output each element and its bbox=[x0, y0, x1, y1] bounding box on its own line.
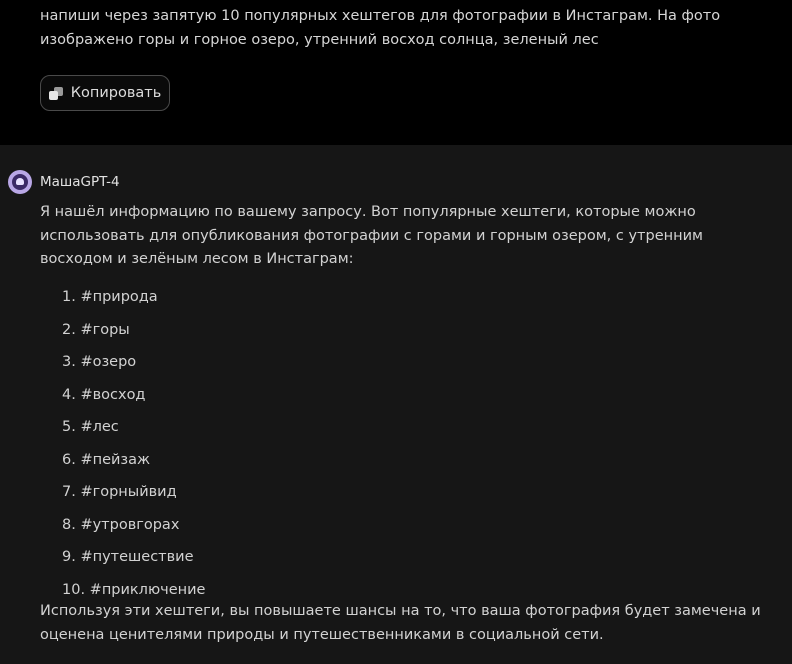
list-item: 7. #горныйвид bbox=[62, 484, 177, 500]
list-item: 8. #утровгорах bbox=[62, 516, 180, 533]
assistant-outro-text: Используя эти хештеги, вы повышаете шансы на то, что ваша фотография будет замечена и оценена ценителями природы и путешественниками в социальной сети. bbox=[40, 603, 761, 643]
list-item: 6. #пейзаж bbox=[62, 451, 151, 468]
list-item: 1. #природа bbox=[62, 289, 158, 305]
assistant-intro-text: Я нашёл информацию по вашему запросу. Вот популярные хештеги, которые можно использовать для опубликования фотографии с горами и горным озером, с утренним восходом и зелёным лесом в Инстаграм: bbox=[40, 204, 703, 267]
copy-button[interactable] bbox=[40, 75, 170, 111]
list-item: 5. #лес bbox=[62, 419, 119, 435]
user-message bbox=[0, 0, 792, 145]
user-message-text: напиши через запятую 10 популярных хештегов для фотографии в Инстаграм. На фото изображено горы и горное озеро, утренний восход солнца, зеленый лес bbox=[40, 8, 721, 48]
list-item: 9. #путешествие bbox=[62, 549, 194, 565]
list-item: 2. #горы bbox=[62, 321, 130, 338]
copy-icon bbox=[49, 87, 63, 100]
assistant-name: МашаGPT-4 bbox=[40, 174, 120, 190]
list-item: 10. #приключение bbox=[62, 581, 206, 598]
assistant-header bbox=[8, 170, 120, 194]
list-item: 4. #восход bbox=[62, 386, 146, 403]
copy-button-label: Копировать bbox=[70, 85, 162, 101]
assistant-avatar-icon bbox=[8, 170, 32, 194]
assistant-message bbox=[0, 145, 792, 664]
hashtag-list bbox=[62, 285, 205, 610]
list-item: 3. #озеро bbox=[62, 354, 137, 370]
